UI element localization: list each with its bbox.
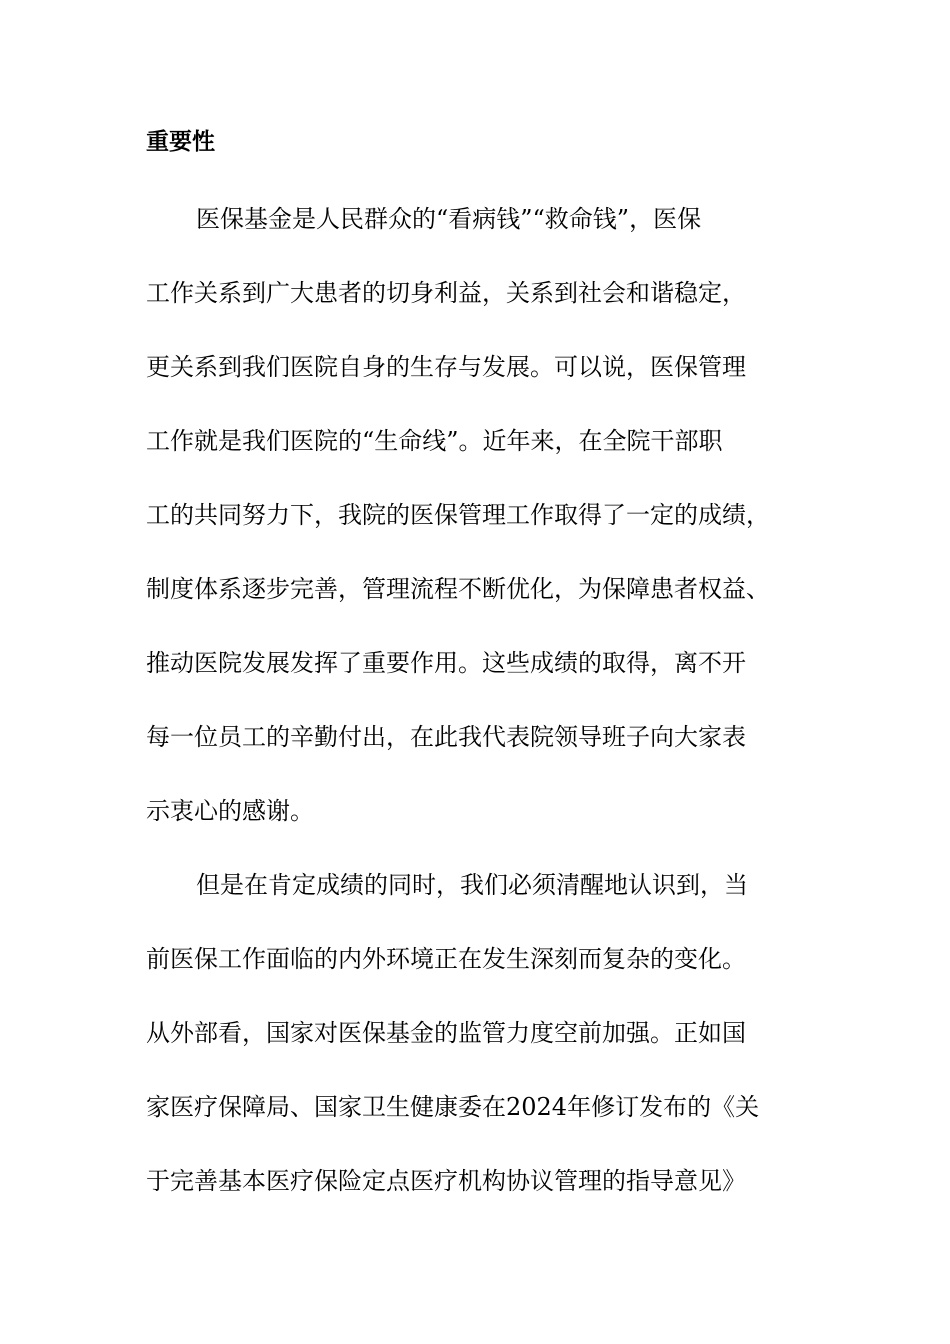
paragraph-line: 前医保工作面临的内外环境正在发生深刻而复杂的变化。	[146, 945, 746, 973]
paragraph-line: 示衷心的感谢。	[146, 797, 314, 825]
paragraph-line: 从外部看，国家对医保基金的监管力度空前加强。正如国	[146, 1019, 746, 1047]
paragraph-line: 工的共同努力下，我院的医保管理工作取得了一定的成绩，	[146, 501, 770, 529]
paragraph-line: 制度体系逐步完善，管理流程不断优化，为保障患者权益、	[146, 575, 770, 603]
paragraph-line: 家医疗保障局、国家卫生健康委在2024年修订发布的《关	[146, 1093, 760, 1121]
paragraph-line: 工作关系到广大患者的切身利益，关系到社会和谐稳定，	[146, 279, 746, 307]
paragraph-line: 医保基金是人民群众的“看病钱”“救命钱”，医保	[196, 205, 702, 233]
paragraph-line: 更关系到我们医院自身的生存与发展。可以说，医保管理	[146, 353, 746, 381]
paragraph-line: 每一位员工的辛勤付出，在此我代表院领导班子向大家表	[146, 723, 746, 751]
paragraph-line: 推动医院发展发挥了重要作用。这些成绩的取得，离不开	[146, 649, 746, 677]
paragraph-line: 工作就是我们医院的“生命线”。近年来，在全院干部职	[146, 427, 723, 455]
section-heading: 重要性	[146, 128, 215, 155]
paragraph-line: 于完善基本医疗保险定点医疗机构协议管理的指导意见》	[146, 1167, 746, 1195]
paragraph-line: 但是在肯定成绩的同时，我们必须清醒地认识到，当	[196, 871, 748, 899]
